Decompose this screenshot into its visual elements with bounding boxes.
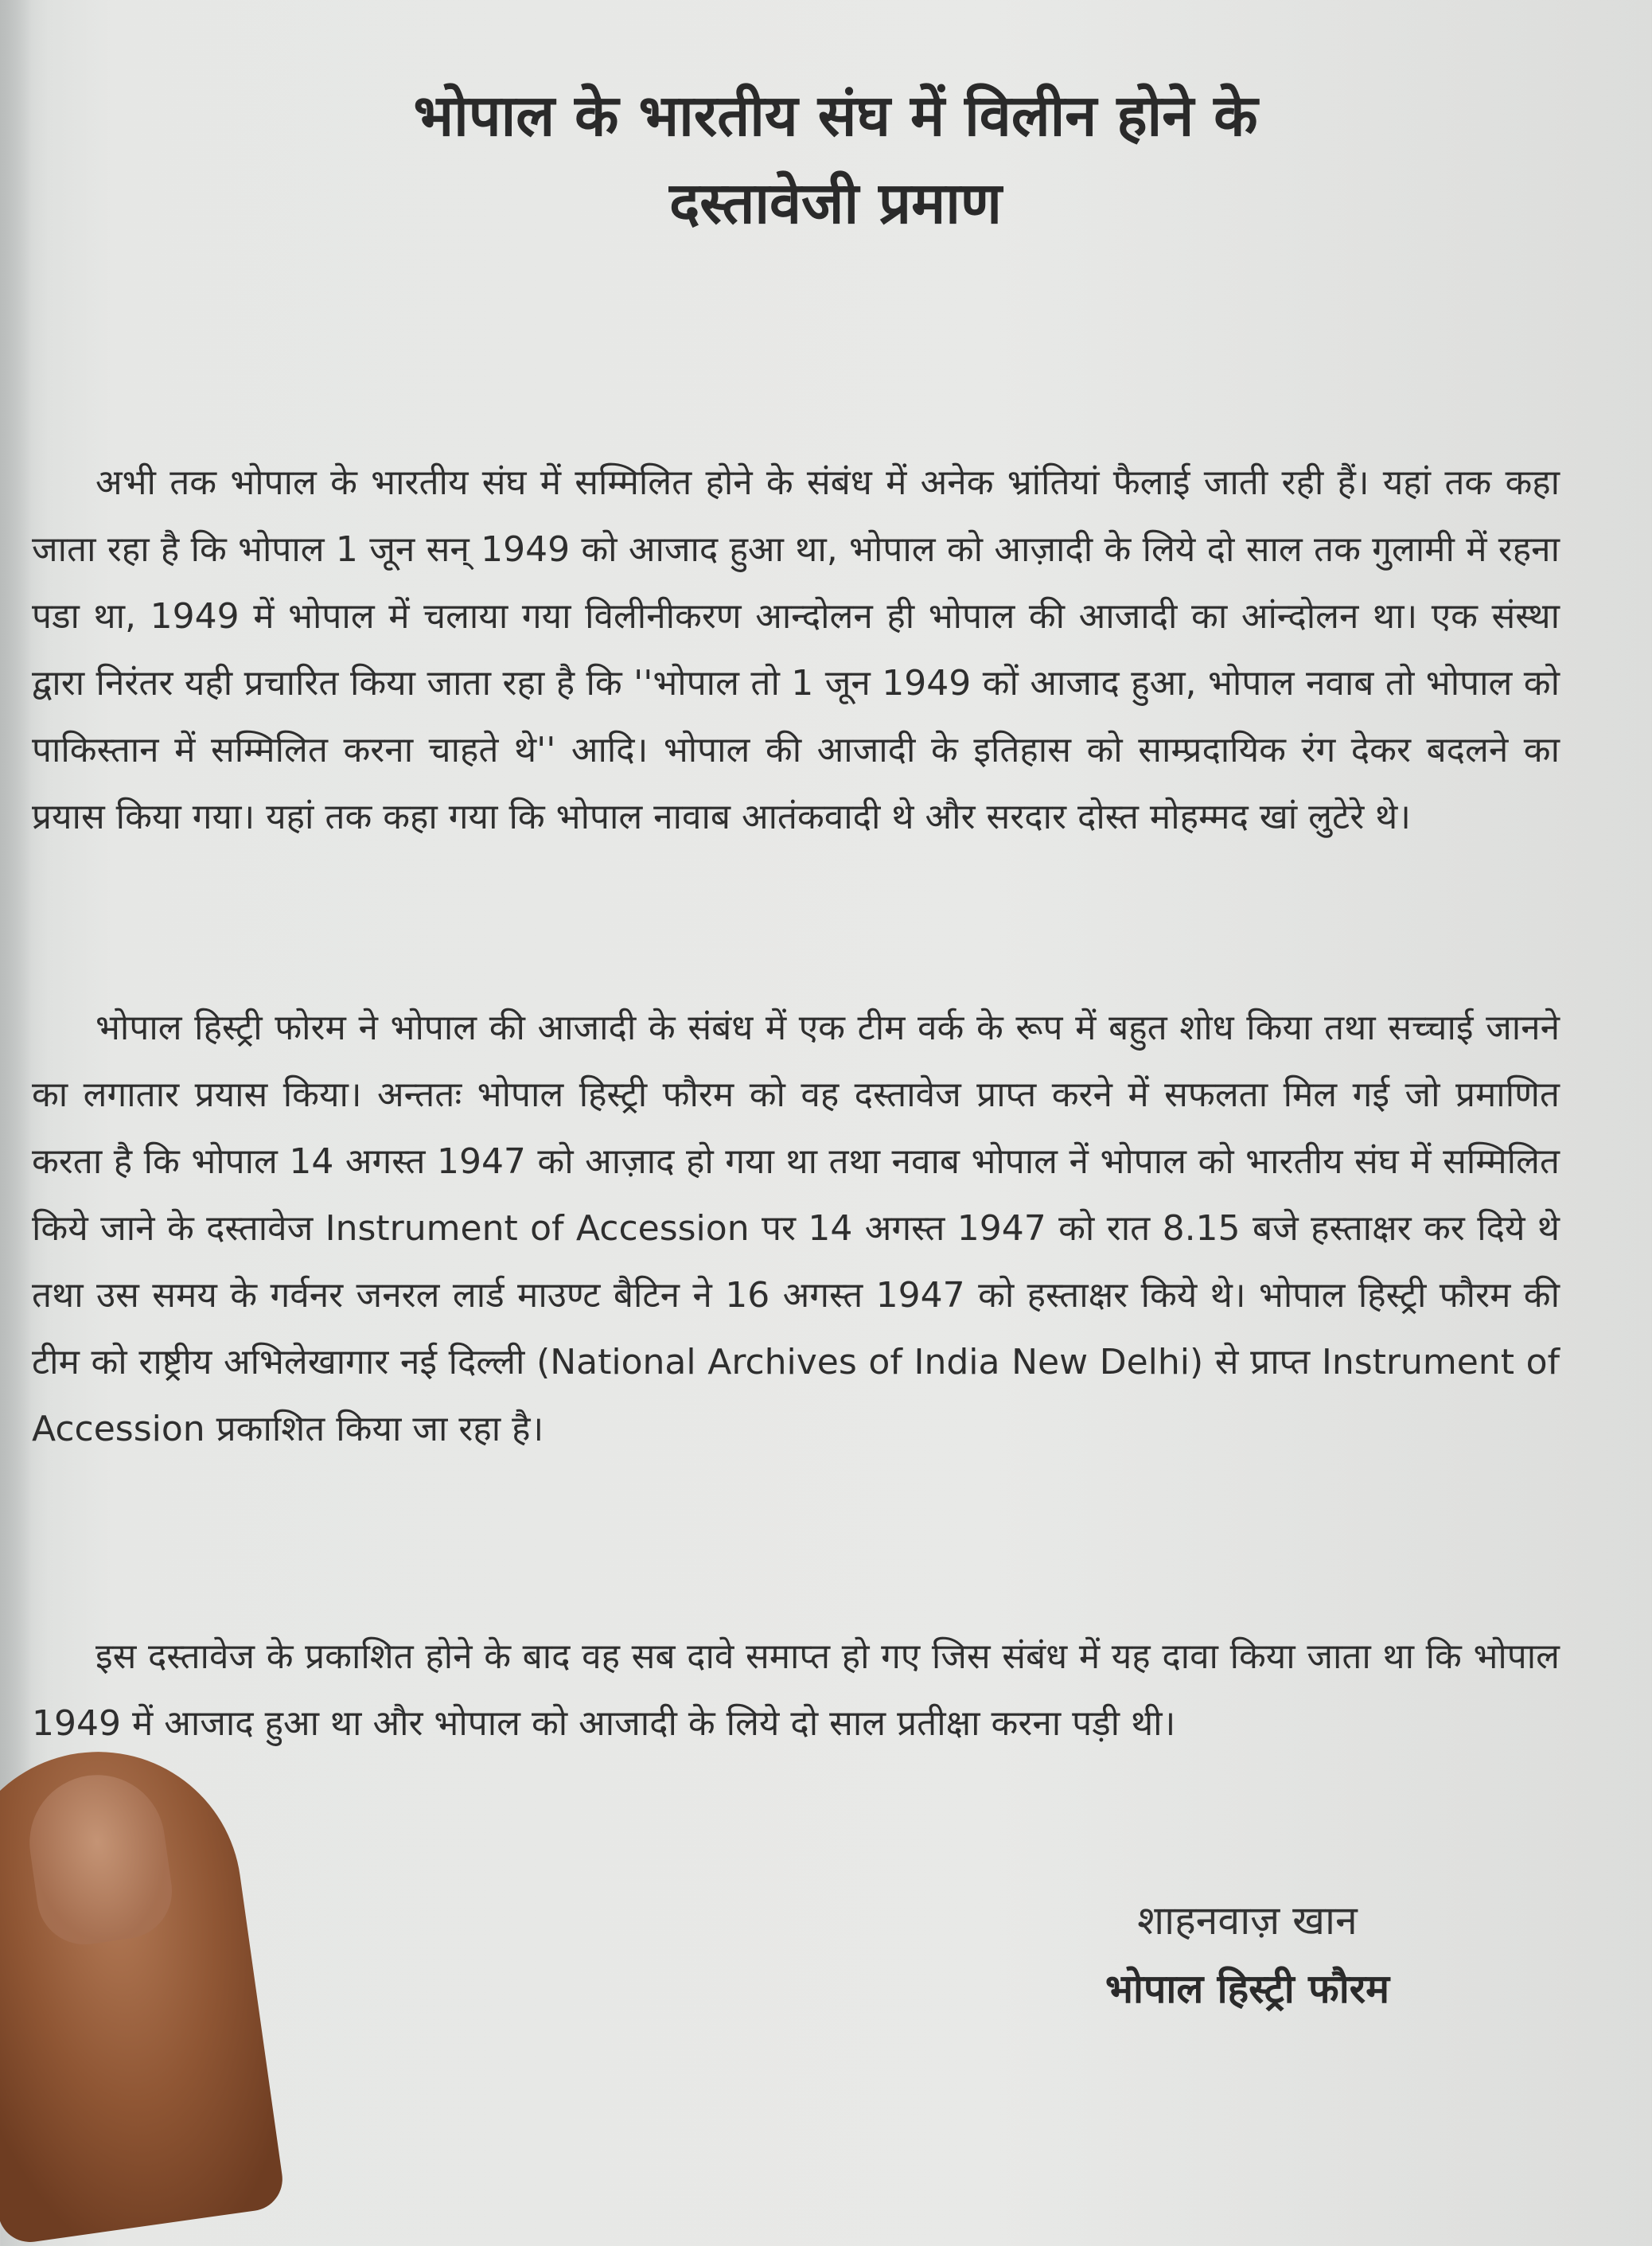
signature-organization: भोपाल हिस्ट्री फौरम <box>1105 1966 1389 2012</box>
paragraph-1: अभी तक भोपाल के भारतीय संघ में सम्मिलित होने के संबंध में अनेक भ्रांतियां फैलाई जाती रही हैं। यहां तक कहा जाता रहा है कि भोपाल 1 जून सन् 1949 को आजाद हुआ था, भोपाल को आज़ादी के लिये दो साल तक गुलामी में रहना पडा था, 1949 में भोपाल में चलाया गया विलीनीकरण आन्दोलन ही भोपाल की आजादी का आंन्दोलन था। एक संस्था द्वारा निरंतर यही प्रचारित किया जाता रहा है कि ''भोपाल तो 1 जून 1949 कों आजाद हुआ, भोपाल नवाब तो भोपाल को पाकिस्तान में सम्मिलित करना चाहते थे'' आदि। भोपाल की आजादी के इतिहास को साम्प्रदायिक रंग देकर बदलने का प्रयास किया गया। यहां तक कहा गया कि भोपाल नावाब आतंकवादी थे और सरदार दोस्त मोहम्मद खां लुटेरे थे। <box>32 462 1560 837</box>
title-line-2: दस्तावेजी प्रमाण <box>669 170 1002 236</box>
page-title <box>199 72 1472 247</box>
title-line-1: भोपाल के भारतीय संघ में विलीन होने के <box>413 82 1258 149</box>
paragraph-3: इस दस्तावेज के प्रकाशित होने के बाद वह सब दावे समाप्त हो गए जिस संबंध में यह दावा किया जाता था कि भोपाल 1949 में आजाद हुआ था और भोपाल को आजादी के लिये दो साल प्रतीक्षा करना पड़ी थी। <box>32 1636 1560 1744</box>
paragraph-2: भोपाल हिस्ट्री फोरम ने भोपाल की आजादी के संबंध में एक टीम वर्क के रूप में बहुत शोध किया तथा सच्चाई जानने का लगातार प्रयास किया। अन्ततः भोपाल हिस्ट्री फौरम को वह दस्तावेज प्राप्त करने में सफलता मिल गई जो प्रमाणित करता है कि भोपाल 14 अगस्त 1947 को आज़ाद हो गया था तथा नवाब भोपाल नें भोपाल को भारतीय संघ में सम्मिलित किये जाने के दस्तावेज Instrument of Accession पर 14 अगस्त 1947 को रात 8.15 बजे हस्ताक्षर कर दिये थे तथा उस समय के गर्वनर जनरल लार्ड माउण्ट बैटिन ने 16 अगस्त 1947 को हस्ताक्षर किये थे। भोपाल हिस्ट्री फौरम की टीम को राष्ट्रीय अभिलेखागार नई दिल्ली (National Archives of India New Delhi) से प्राप्त Instrument of Accession प्रकाशित किया जा रहा है। <box>32 1008 1560 1449</box>
signature-block <box>1105 1886 1389 2023</box>
signature-name: शाहनवाज़ खान <box>1137 1897 1358 1944</box>
